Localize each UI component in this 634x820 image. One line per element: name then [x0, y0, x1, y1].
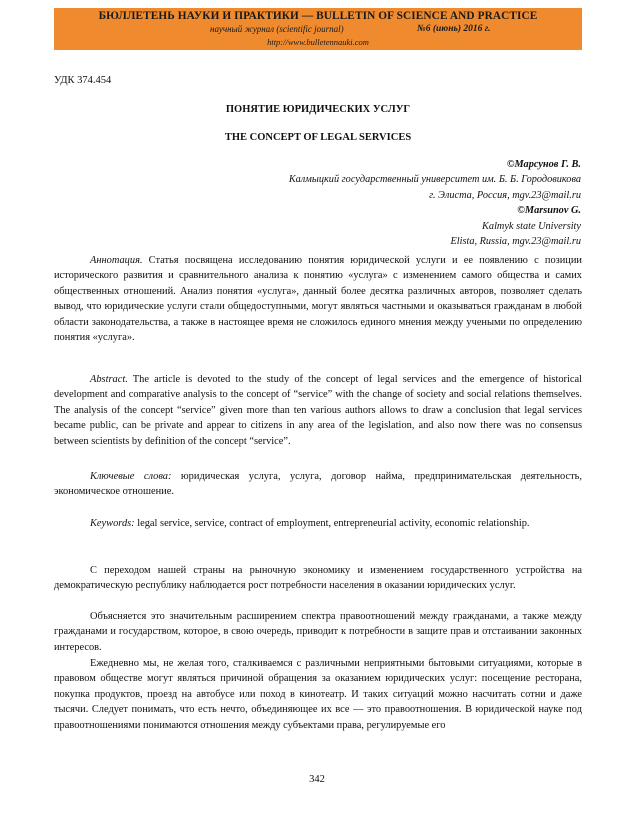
journal-title: БЮЛЛЕТЕНЬ НАУКИ И ПРАКТИКИ — BULLETIN OF SCIENCE AND PRACTICE	[98, 10, 538, 22]
journal-header	[54, 8, 582, 50]
udk-code: УДК 374.454	[54, 75, 112, 86]
article-title-en: THE CONCEPT OF LEGAL SERVICES	[224, 132, 412, 143]
journal-url[interactable]: http://www.bulletennauki.com	[267, 37, 369, 47]
body-paragraph-1: С переходом нашей страны на рыночную экономику и изменением государственного устройства на демократическую республику наблюдается рост потребности населения в оказании юридических услуг.	[54, 565, 582, 592]
keywords-en-label: Keywords:	[90, 518, 135, 529]
abstract-paragraph	[54, 372, 582, 449]
annotation-label: Аннотация.	[90, 255, 143, 266]
author-affiliation-en: Kalmyk state University	[482, 220, 581, 232]
journal-subline	[54, 23, 582, 36]
author-name-en: ©Marsunov G.	[517, 205, 581, 217]
journal-type: научный журнал (scientific journal)	[210, 24, 344, 34]
author-name-ru: ©Марсунов Г. В.	[506, 159, 581, 170]
article-title-ru: ПОНЯТИЕ ЮРИДИЧЕСКИХ УСЛУГ	[225, 104, 411, 115]
author-block	[289, 157, 581, 249]
author-location-en: Elista, Russia, mgv.23@mail.ru	[450, 236, 581, 248]
author-affiliation-ru: Калмыцкий государственный университет им. Б. Б. Городовикова	[288, 174, 581, 186]
annotation-text: Статья посвящена исследованию понятия юридической услуги и ее появлению с позиции исторического развития и сравнительного анализа к понятию «услуга» с изменением самого общества и самих общественных отношений. Анализ понятия «услуга», данный более десятка различных авторов, позволяет сделать вывод, что юридические услуги стали общедоступными, могут являться частными и оказываться гражданам в любой области законодательства, а также в настоящее время не сложилось единого мнения между учеными по определению понятия «услуга».	[54, 255, 582, 344]
body-paragraph-2: Объясняется это значительным расширением спектра правоотношений между гражданами, а также между гражданами и государством, которое, в свою очередь, приводит к потребности в защите прав и отстаивании законных интересов.	[54, 611, 582, 653]
annotation-paragraph	[54, 253, 582, 345]
page-number: 342	[309, 774, 325, 785]
keywords-ru-label: Ключевые слова:	[90, 471, 172, 482]
keywords-en-text: legal service, service, contract of employment, entrepreneurial activity, economic relationship.	[134, 518, 530, 529]
author-location-ru: г. Элиста, Россия, mgv.23@mail.ru	[429, 189, 581, 201]
keywords-ru-paragraph	[54, 469, 582, 500]
abstract-text: The article is devoted to the study of the concept of legal services and the emergence of historical development and comparative analysis to the concept of “service” with the change of society and social relations themselves. The analysis of the concept “service” given more than ten various authors allows to draw a conclusion that legal services became public, can be private and appear to citizens in any area of the legislation, and also now there was no consensus between scientists by definition of the concept “service”.	[54, 374, 582, 447]
keywords-en-paragraph	[54, 516, 582, 531]
journal-issue: №6 (июнь) 2016 г.	[417, 24, 491, 34]
body-paragraph-3: Ежедневно мы, не желая того, сталкиваемся с различными неприятными бытовыми ситуациями, которые в правовом обществе могут являться причиной обращения за оказанием юридических услуг: посещение ресторана, покупка продуктов, проезд на автобусе или поход в кинотеатр. И таких ситуаций можно насчитать сотни и даже тысячи. Следует понимать, что есть нечто, объединяющее их все — это правоотношения. В юридической науке под правоотношениями понимаются отношения между субъектами права, регулируемые его	[54, 658, 582, 731]
keywords-ru-text: юридическая услуга, услуга, договор найма, предпринимательская деятельность, экономическое отношение.	[54, 471, 582, 498]
abstract-label: Abstract.	[90, 374, 128, 385]
